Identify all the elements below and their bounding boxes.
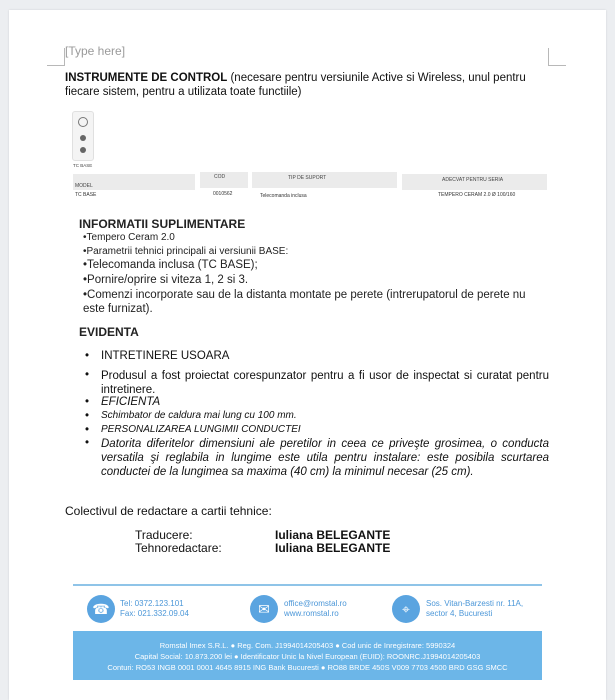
footer-address-block	[426, 599, 523, 619]
translation-label: Traducere:	[135, 528, 193, 542]
footer-capital-line: Capital Social: 10.873.200 lei ● Identificator Unic la Nivel European (EUID): ROONRC.J1994014205403	[134, 652, 481, 661]
footer-divider	[73, 584, 542, 586]
bullet-icon: •	[85, 424, 90, 436]
remote-label: TC BASE	[73, 163, 93, 168]
typesetter-name: Iuliana BELEGANTE	[275, 541, 391, 555]
bullet-icon: •	[85, 437, 90, 449]
footer-address-line2: sector 4, Bucuresti	[426, 609, 493, 618]
evidenta-heading: EVIDENTA	[79, 325, 139, 339]
info-item: •Comenzi incorporate sau de la distanta montate pe perete (intrerupatorul de perete nu este furnizat).	[83, 289, 526, 315]
bullet-icon: •	[85, 350, 90, 362]
info-item: •Parametrii tehnici principali ai versiunii BASE:	[83, 246, 289, 257]
table-header-seria: ADECVAT PENTRU SERIA	[402, 174, 547, 190]
document-page: [Type here] INSTRUMENTE DE CONTROL (necesare pentru versiunile Active si Wireless, unul pentru fiecare sistem, pentru a utilizata toate functiile) TC BASE MODEL COD TIP DE SUPORT ADECVAT PENTRU SERIA TC BASE 0010562 Telecomanda inclusa TEMPERO CERAM 2.0 Ø 100/160 INFORMATII SUPLIMENTARE •Tempero Ceram 2.0 •Parametrii tehnici principali ai versiunii BASE: •Telecomanda inclusa (TC BASE); •Pornire/oprire si viteza 1, 2 si 3. •Comenzi incorporate sau de la distanta montate pe perete (intrerupatorul de perete nu este furnizat). EVIDENTA • INTRETINERE USOARA • Produsul a fost proiectat corespunzator pentru a fi usor de inspectat si curatat pentru intretinere. • EFICIENTA • Schimbator de caldura mai lung cu 100 mm. • PERSONALIZAREA LUNGIMII CONDUCTEI • Datorita diferitelor dimensiuni ale peretilor in ceea ce priveşte grosimea, o conducta versatila şi reglabila in lungime este utila pentru instalare: este posibila scurtarea conductei de la lungimea sa maxima (40 cm) la minimul necesar (25 cm). Colectivul de redactare a cartii tehnice: Traducere: Iuliana BELEGANTE Tehnoredactare: Iuliana BELEGANTE ☎ Tel: 0372.123.101 Fax: 021.332.09.04 ✉ office@romstal.ro www.romstal.ro ⌖ Sos. Vitan-Barzesti nr. 11A, sector 4, Bucuresti Romstal Imex S.R.L. ● Reg. Com. J1994014205403 ● Cod unic de Inregistrare: 5990324 Capital Social: 10.873.200 lei ● Identificator Unic la Nivel European (EUID): ROONRC.J1994014205403 Conturi: RO53 INGB 0001 0001 4645 8915 ING Bank Bucuresti ● RO88 BRDE 450S V009 7703 4500 BRD GSG SMCC	[9, 10, 606, 700]
footer-email[interactable]: office@romstal.ro	[284, 599, 347, 608]
phone-icon: ☎	[87, 595, 115, 623]
table-cell-seria: TEMPERO CERAM 2.0 Ø 100/160	[438, 192, 516, 198]
footer-contact-block	[284, 599, 347, 619]
location-icon: ⌖	[392, 595, 420, 623]
crop-mark-top-right	[548, 48, 566, 66]
section-title	[65, 71, 557, 99]
info-item: •Pornire/oprire si viteza 1, 2 si 3.	[83, 274, 249, 286]
title-rest: (necesare pentru versiunile Active si Wireless, unul pentru fiecare sistem, pentru a utilizata toate functiile)	[65, 72, 526, 98]
translator-name: Iuliana BELEGANTE	[275, 528, 391, 542]
credits-intro: Colectivul de redactare a cartii tehnice:	[65, 504, 272, 518]
bullet-icon: •	[85, 396, 90, 408]
header-placeholder[interactable]: [Type here]	[65, 44, 126, 58]
info-item: •Tempero Ceram 2.0	[83, 232, 175, 243]
footer-phone-block	[120, 599, 189, 619]
footer-company-line: Romstal Imex S.R.L. ● Reg. Com. J1994014205403 ● Cod unic de Inregistrare: 5990324	[159, 641, 456, 650]
email-icon: ✉	[250, 595, 278, 623]
footer-address-line1: Sos. Vitan-Barzesti nr. 11A,	[426, 599, 524, 608]
info-heading: INFORMATII SUPLIMENTARE	[79, 217, 246, 231]
table-cell-cod: 0010562	[213, 191, 233, 197]
bullet-icon: •	[85, 410, 90, 422]
table-cell-tip: Telecomanda inclusa	[260, 193, 307, 199]
button-icon	[80, 135, 86, 141]
remote-control-image	[72, 111, 94, 161]
info-item: •Telecomanda inclusa (TC BASE);	[83, 259, 258, 271]
footer-website[interactable]: www.romstal.ro	[284, 609, 339, 618]
table-header-tip: TIP DE SUPORT	[252, 172, 397, 188]
crop-mark-top-left	[47, 48, 65, 66]
bullet-icon: •	[85, 369, 90, 381]
title-bold: INSTRUMENTE DE CONTROL	[65, 72, 228, 84]
footer-accounts-line: Conturi: RO53 INGB 0001 0001 4645 8915 ING Bank Bucuresti ● RO88 BRDE 450S V009 7703 4500 BRD GSG SMCC	[107, 663, 508, 672]
button-icon	[80, 147, 86, 153]
power-icon	[78, 117, 88, 127]
footer-phone[interactable]: Tel: 0372.123.101	[120, 599, 184, 608]
table-header-model: MODEL	[73, 174, 195, 190]
footer-fax: Fax: 021.332.09.04	[120, 609, 189, 618]
table-header-cod: COD	[200, 172, 248, 188]
footer-company-band	[73, 631, 542, 680]
table-cell-model: TC BASE	[75, 192, 97, 198]
typesetting-label: Tehnoredactare:	[135, 541, 222, 555]
